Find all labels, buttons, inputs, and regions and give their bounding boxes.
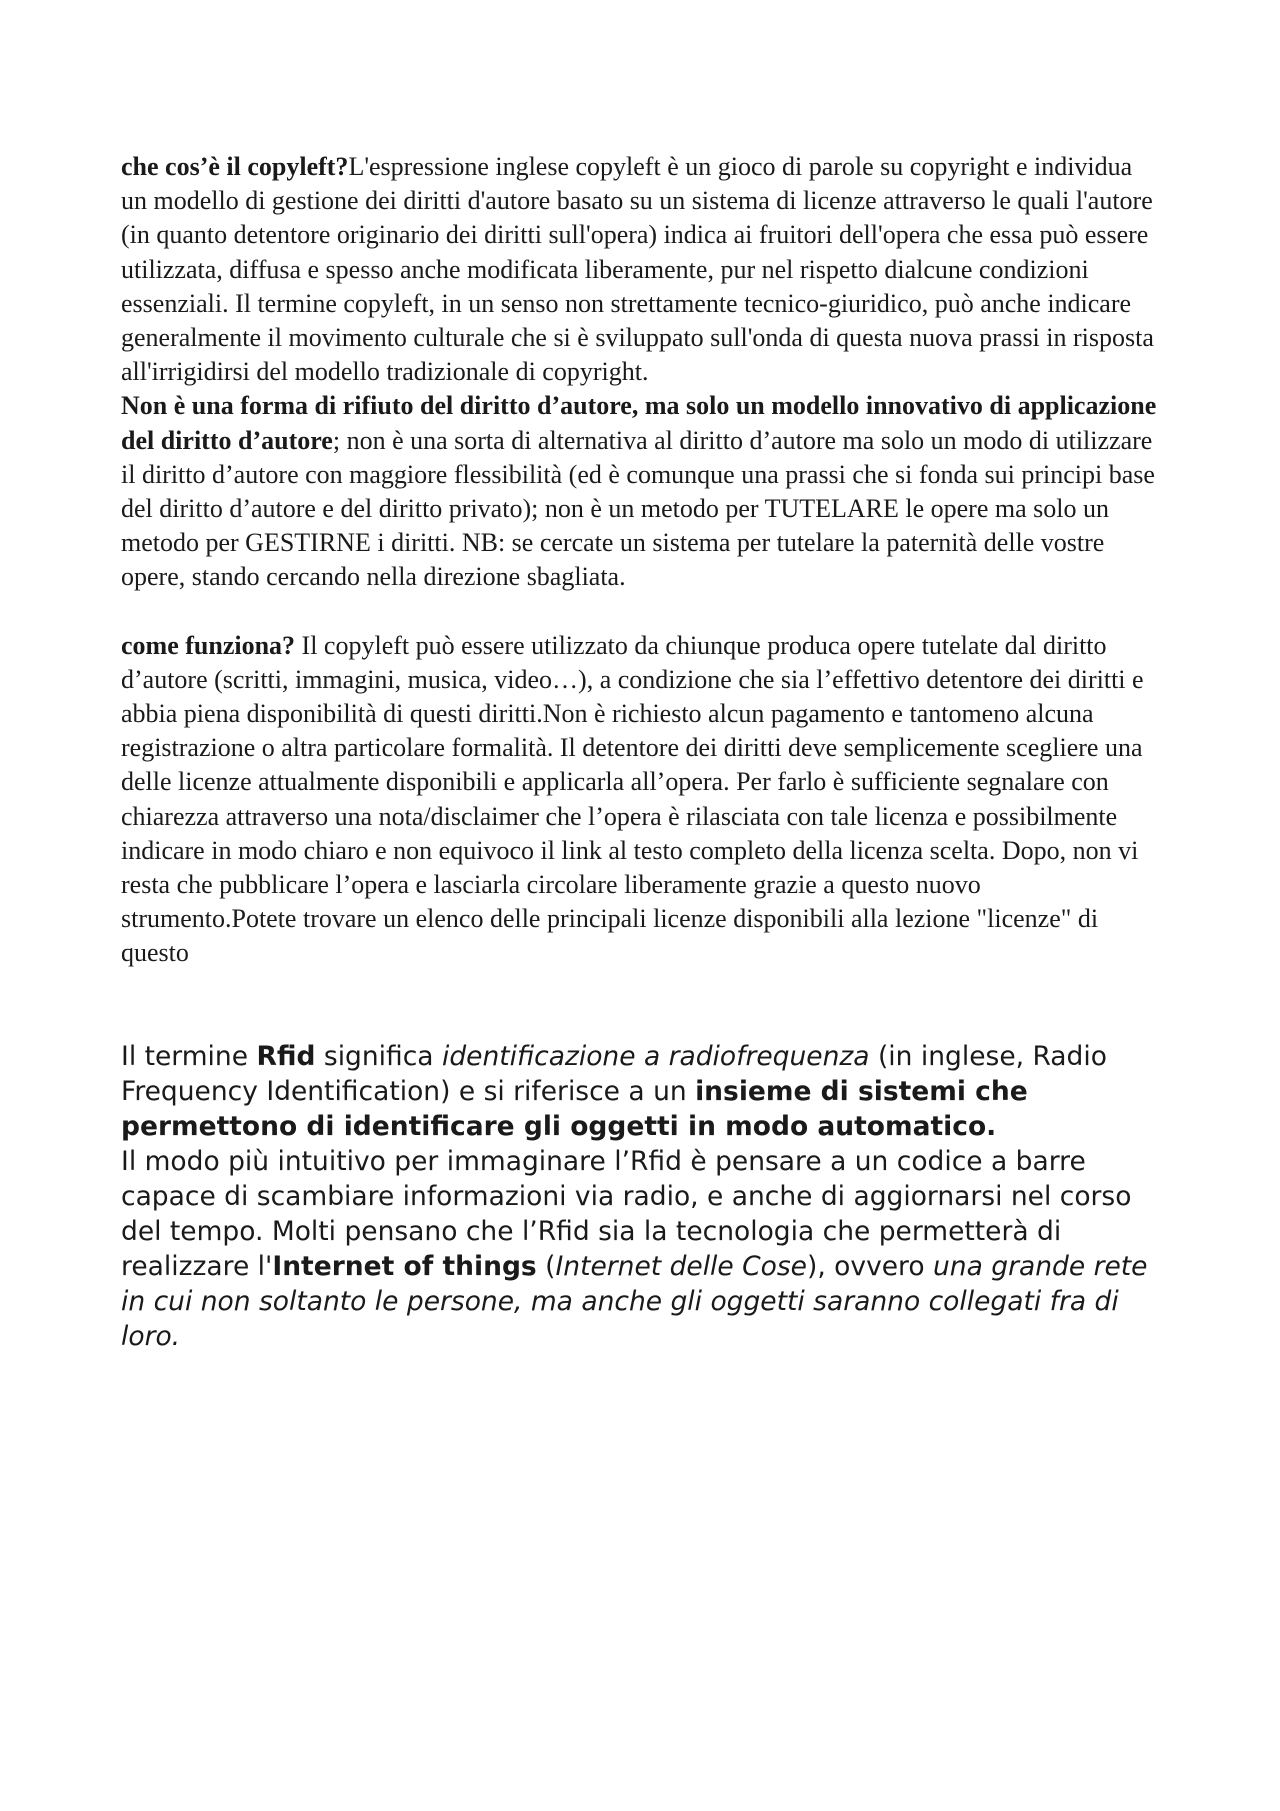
copyleft-definition-text: L'espressione inglese copyleft è un gioco di parole su copyright e individua un modello di gestione dei diritti d'autore basato su un sistema di licenze attraverso le quali l'autore (in quanto detentore originario dei diritti sull'opera) indica ai fruitori dell'opera che essa può essere utilizzata, diffusa e spesso anche modificata liberamente, pur nel rispetto dialcune condizioni essenziali. Il termine copyleft, in un senso non strettamente tecnico-giuridico, può anche indicare generalmente il movimento culturale che si è sviluppato sull'onda di questa nuova prassi in risposta all'irrigidirsi del modello tradizionale di copyright. xyxy=(121,152,1154,387)
rfid-text: Il modo più intuitivo per immaginare l’Rfid è pensare a un codice a barre capace di scambiare informazioni via radio, e anche di aggiornarsi nel corso del tempo. Molti pensano che l’Rfid sia la tecnologia che permetterà di realizzare l' xyxy=(121,1145,1132,1282)
rfid-bold-definition: insieme di sistemi che permettono di identificare gli oggetti in modo automatico. xyxy=(121,1075,1028,1142)
rfid-italic-conclusion: una grande rete in cui non soltanto le persone, ma anche gli oggetti saranno collegati fra di loro. xyxy=(121,1250,1148,1352)
rfid-text: ( xyxy=(536,1250,556,1282)
rfid-text: Il termine xyxy=(121,1040,257,1072)
rfid-definition-paragraph xyxy=(121,1039,1161,1144)
rfid-text: significa xyxy=(315,1040,442,1072)
copyleft-not-refusal-text: ; non è una sorta di alternativa al diritto d’autore ma solo un modo di utilizzare il diritto d’autore con maggiore flessibilità (ed è comunque una prassi che si fonda sui principi base del diritto d’autore e del diritto privato); non è un metodo per TUTELARE le opere ma solo un metodo per GESTIRNE i diritti. NB: se cercate un sistema per tutelare la paternità delle vostre opere, stando cercando nella direzione sbagliata. xyxy=(121,425,1155,592)
rfid-explanation-paragraph xyxy=(121,1144,1161,1354)
rfid-section xyxy=(121,1039,1161,1354)
document-page xyxy=(121,150,1161,1354)
copyleft-not-refusal-bold: Non è una forma di rifiuto del diritto d’autore, ma solo un modello innovativo di applicazione del diritto d’autore xyxy=(121,391,1157,455)
rfid-term-bold: Rfid xyxy=(256,1040,316,1072)
rfid-italic-translation: identificazione a radiofrequenza xyxy=(441,1040,870,1072)
copyleft-how-heading: come funziona? xyxy=(121,630,296,660)
copyleft-how-paragraph xyxy=(121,629,1161,971)
paragraph-spacer xyxy=(121,595,1161,629)
rfid-text: ), ovvero xyxy=(806,1250,934,1282)
copyleft-section xyxy=(121,150,1161,971)
internet-delle-cose-italic: Internet delle Cose xyxy=(555,1250,807,1282)
internet-of-things-bold: Internet of things xyxy=(272,1250,537,1282)
copyleft-definition-paragraph xyxy=(121,150,1161,389)
rfid-text: (in inglese, Radio Frequency Identification) e si riferisce a un xyxy=(121,1040,1107,1107)
copyleft-how-text: Il copyleft può essere utilizzato da chiunque produca opere tutelate dal diritto d’autore (scritti, immagini, musica, video…), a condizione che sia l’effettivo detentore dei diritti e abbia piena disponibilità di questi diritti.Non è richiesto alcun pagamento e tantomeno alcuna registrazione o altra particolare formalità. Il detentore dei diritti deve semplicemente scegliere una delle licenze attualmente disponibili e applicarla all’opera. Per farlo è sufficiente segnalare con chiarezza attraverso una nota/disclaimer che l’opera è rilasciata con tale licenza e possibilmente indicare in modo chiaro e non equivoco il link al testo completo della licenza scelta. Dopo, non vi resta che pubblicare l’opera e lasciarla circolare liberamente grazie a questo nuovo strumento.Potete trovare un elenco delle principali licenze disponibili alla lezione "licenze" di questo xyxy=(121,630,1144,968)
copyleft-question-heading: che cos’è il copyleft? xyxy=(121,152,349,181)
copyleft-not-refusal-paragraph xyxy=(121,389,1161,594)
